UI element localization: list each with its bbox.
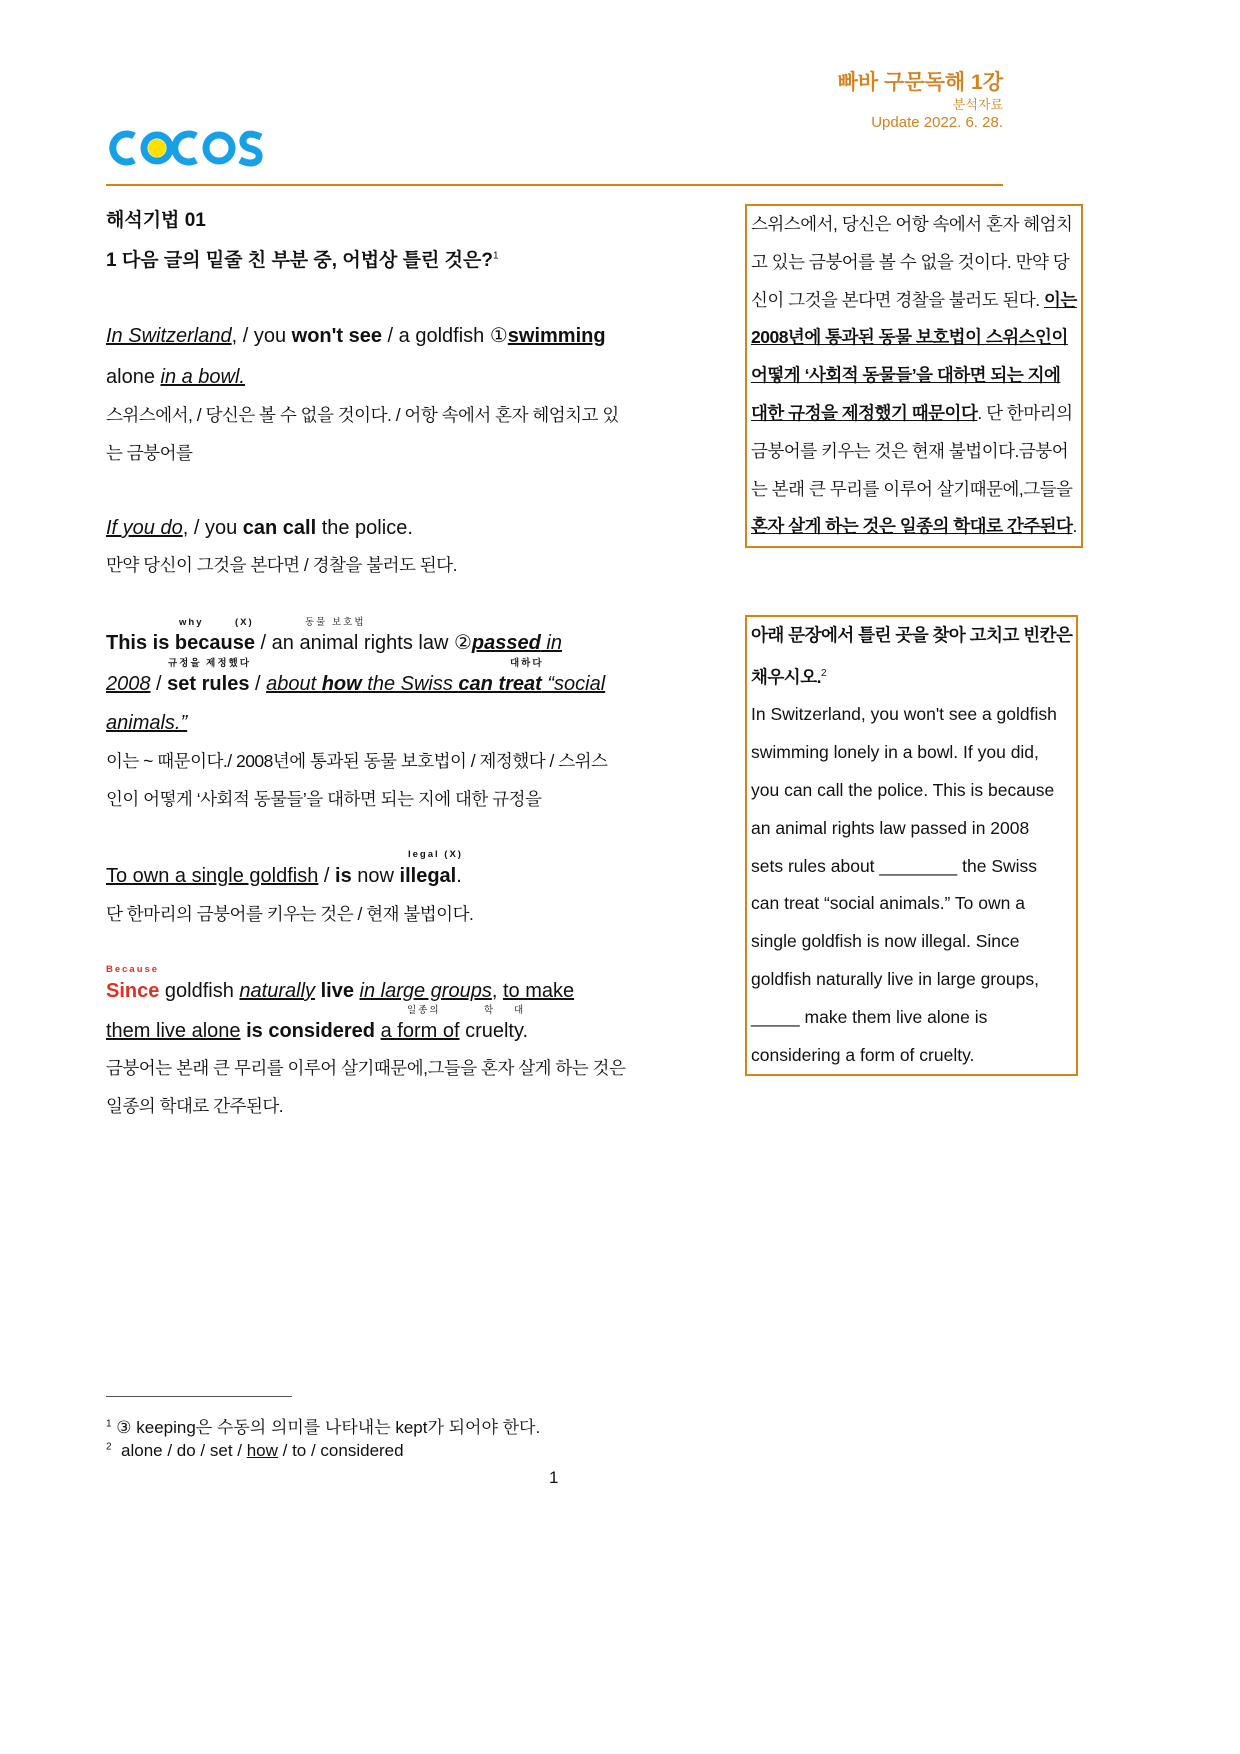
- sentence-1: In Switzerland, / you won't see / a goldfish ①swimming: [106, 325, 606, 347]
- footnote-divider: [106, 1396, 292, 1397]
- exercise-box: 아래 문장에서 틀린 곳을 찾아 고치고 빈칸은 채우시오.$^2$ In Switzerland, you won't see a goldfish swimming lonely in a bowl. If you did, you can call the police. This is because an animal rights law passed in 2008 sets rules about ________ the Swiss can treat “social animals.” To own a single goldfish is now illegal. Since goldfish naturally live in large groups, _____ make them live alone is considering a form of cruelty.: [745, 615, 1078, 1076]
- question-title: [106, 245, 499, 272]
- translation-3a: 이는 ~ 때문이다./ 2008년에 통과된 동물 보호법이 / 제정했다 / 스위스: [106, 751, 608, 771]
- annotation: 대하다: [510, 658, 544, 669]
- sentence-3-cont: 2008 / set rules / about how the Swiss can treat “social: [106, 673, 606, 695]
- sentence-1-cont: alone in a bowl.: [106, 366, 245, 388]
- annotation: legal (X): [408, 849, 463, 860]
- update-date: Update 2022. 6. 28.: [871, 114, 1003, 131]
- annotation: 동물 보호법: [305, 617, 366, 628]
- annotation: Because: [106, 964, 160, 975]
- annotation: 규정을 제정했다: [168, 658, 251, 669]
- annotation: why: [179, 617, 204, 628]
- translation-5a: 금붕어는 본래 큰 무리를 이루어 살기때문에,그들을 혼자 살게 하는 것은: [106, 1058, 626, 1078]
- footnote-1: $^1$ ③ keeping은 수동의 의미를 나타내는 kept가 되어야 한다.: [106, 1418, 541, 1437]
- annotation: 일종의: [407, 1005, 441, 1016]
- sentence-3-end: animals.”: [106, 712, 188, 734]
- translation-2: 만약 당신이 그것을 본다면 / 경찰을 불러도 된다.: [106, 555, 457, 575]
- sentence-2: If you do, / you can call the police.: [106, 517, 413, 539]
- cqcos-logo: [106, 128, 266, 168]
- translation-4: 단 한마리의 금붕어를 키우는 것은 / 현재 불법이다.: [106, 904, 474, 924]
- translation-box: 스위스에서, 당신은 어항 속에서 혼자 헤엄치 고 있는 금붕어를 볼 수 없을 것이다. 만약 당 신이 그것을 본다면 경찰을 불러도 된다. 이는 2008년에 통과된 동물 보호법이 스위스인이 어떻게 ‘사회적 동물들’을 대하면 되는 지에 대한 규정을 제정했기 때문이다. 단 한마리의 금붕어를 키우는 것은 현재 불법이다.금붕어 는 본래 큰 무리를 이루어 살기때문에,그들을 혼자 살게 하는 것은 일종의 학대로 간주된다.: [745, 204, 1083, 548]
- translation-5b: 일종의 학대로 간주된다.: [106, 1096, 284, 1116]
- sentence-5-cont: them live alone is considered a form of cruelty.: [106, 1020, 529, 1042]
- annotation: 학: [484, 1005, 496, 1016]
- annotation: 대: [514, 1005, 526, 1016]
- translation-1b: 는 금붕어를: [106, 443, 193, 463]
- section-title: 해석기법 01: [106, 210, 206, 231]
- sentence-4: To own a single goldfish / is now illegal.: [106, 865, 462, 887]
- header-subtitle: 분석자료: [952, 97, 1003, 112]
- sentence-5: Since goldfish naturally live in large groups, to make: [106, 980, 575, 1002]
- translation-1a: 스위스에서, / 당신은 볼 수 없을 것이다. / 어항 속에서 혼자 헤엄치고 있: [106, 405, 619, 425]
- footnote-2: $^2$ alone / do / set / how / to / considered: [106, 1441, 404, 1460]
- question-text: 1 다음 글의 밑줄 친 부분 중, 어법상 틀린 것은?: [106, 250, 493, 271]
- translation-3b: 인이 어떻게 ‘사회적 동물들’을 대하면 되는 지에 대한 규정을: [106, 789, 542, 809]
- sentence-3: This is because / an animal rights law ②passed in: [106, 632, 562, 654]
- annotation: (X): [235, 617, 254, 628]
- footnote-ref: 1: [492, 250, 499, 262]
- header-divider: [106, 184, 1003, 186]
- header-title: 빠바 구문독해 1강: [837, 71, 1003, 94]
- page-number: 1: [549, 1468, 559, 1487]
